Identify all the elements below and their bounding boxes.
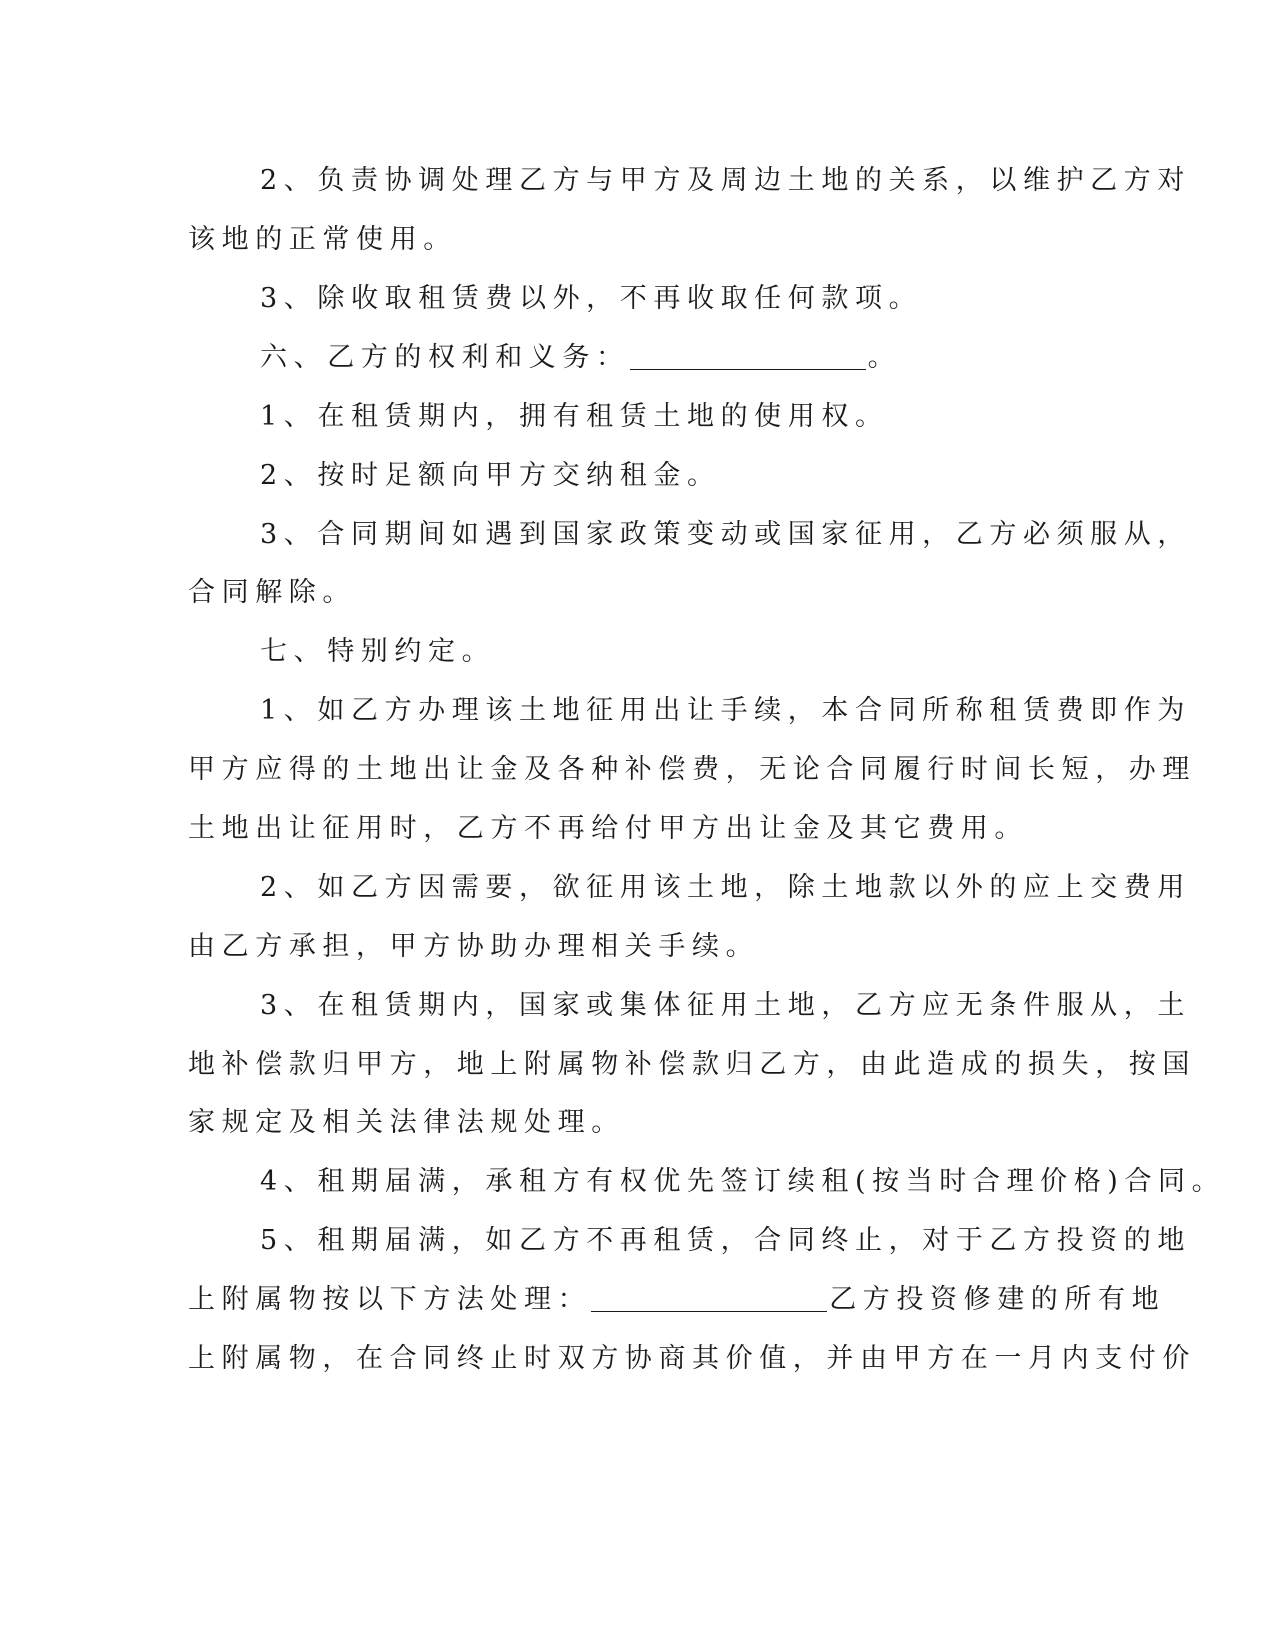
text-run: 合同解除。 (188, 577, 356, 608)
text-run: 3、合同期间如遇到国家政策变动或国家征用，乙方必须服从， (260, 519, 1191, 550)
paragraph-line (188, 806, 1088, 852)
text-run: 2、如乙方因需要，欲征用该土地，除土地款以外的应上交费用 (260, 872, 1191, 903)
section-heading-6 (260, 335, 1160, 381)
text-run: 1、在租赁期内，拥有租赁土地的使用权。 (260, 401, 889, 432)
section-heading-7 (260, 629, 1160, 675)
text-run: 家规定及相关法律法规处理。 (188, 1107, 625, 1138)
paragraph-line (260, 394, 1160, 440)
paragraph-line (260, 688, 1191, 734)
text-run: 5、租期届满，如乙方不再租赁，合同终止，对于乙方投资的地 (260, 1225, 1191, 1256)
paragraph-line (188, 747, 1196, 793)
paragraph-line (188, 1042, 1196, 1088)
paragraph-line (188, 1336, 1196, 1382)
paragraph-line (188, 924, 1088, 970)
text-run: 上附属物，在合同终止时双方协商其价值，并由甲方在一月内支付价 (188, 1343, 1196, 1374)
text-run: 上附属物按以下方法处理： (188, 1284, 592, 1315)
fill-in-blank[interactable] (630, 341, 866, 370)
text-run: 由乙方承担，甲方协助办理相关手续。 (188, 931, 760, 962)
fill-in-blank[interactable] (591, 1283, 827, 1312)
text-run: 乙方投资修建的所有地 (829, 1284, 1166, 1315)
paragraph-line (260, 1218, 1191, 1264)
paragraph-line (188, 217, 1088, 263)
paragraph-line (260, 276, 1160, 322)
text-run: 该地的正常使用。 (188, 224, 457, 255)
text-run: 2、负责协调处理乙方与甲方及周边土地的关系，以维护乙方对 (260, 165, 1191, 196)
text-run: 3、在租赁期内，国家或集体征用土地，乙方应无条件服从，土 (260, 990, 1191, 1021)
text-run: 甲方应得的土地出让金及各种补偿费，无论合同履行时间长短，办理 (188, 754, 1196, 785)
text-run: 4、租期届满，承租方有权优先签订续租(按当时合理价格)合同。 (260, 1166, 1226, 1197)
paragraph-line (188, 570, 1088, 616)
paragraph-line (260, 453, 1160, 499)
text-run: 六、乙方的权利和义务： (260, 342, 630, 373)
text-run: 。 (867, 342, 902, 373)
text-run: 地补偿款归甲方，地上附属物补偿款归乙方，由此造成的损失，按国 (188, 1049, 1196, 1080)
paragraph-line (260, 158, 1191, 204)
paragraph-line (260, 983, 1191, 1029)
paragraph-line (188, 1277, 1166, 1323)
paragraph-line (260, 512, 1191, 558)
paragraph-line (260, 1159, 1226, 1205)
text-run: 1、如乙方办理该土地征用出让手续，本合同所称租赁费即作为 (260, 695, 1191, 726)
paragraph-line (188, 1100, 1088, 1146)
text-run: 土地出让征用时，乙方不再给付甲方出让金及其它费用。 (188, 813, 1028, 844)
paragraph-line (260, 865, 1191, 911)
text-run: 七、特别约定。 (260, 636, 496, 667)
text-run: 2、按时足额向甲方交纳租金。 (260, 460, 721, 491)
text-run: 3、除收取租赁费以外，不再收取任何款项。 (260, 283, 923, 314)
